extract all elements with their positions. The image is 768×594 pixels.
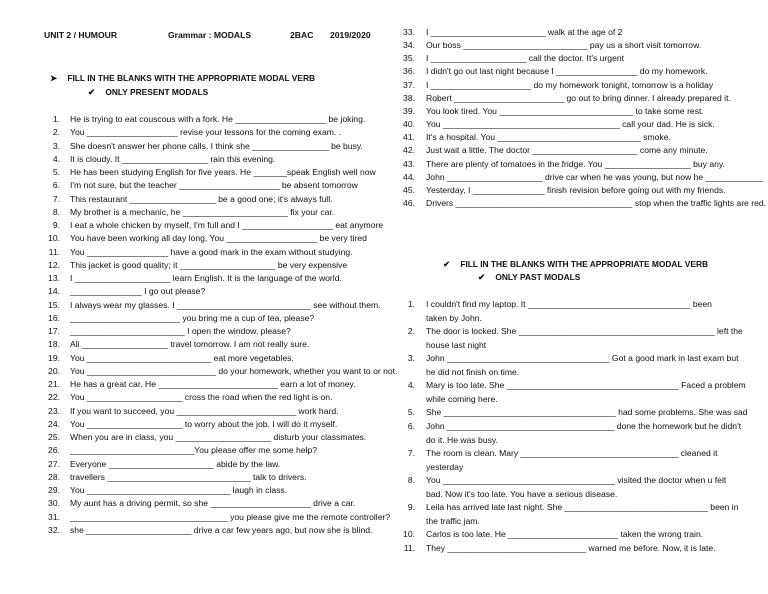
- item-number: 9.: [407, 502, 415, 512]
- item-number: 30.: [48, 498, 60, 509]
- item-number: 17.: [48, 326, 60, 336]
- exercise-sentence: The room is clean. Mary _________________________________ cleaned it: [426, 448, 718, 458]
- item-number: 2.: [52, 127, 60, 138]
- item-number: 42.: [403, 145, 415, 156]
- item-number: 43.: [403, 158, 415, 169]
- item-number: 9.: [52, 220, 60, 230]
- exercise-sentence: You ______________________________ laugh in class.: [70, 485, 288, 495]
- exercise-sentence: My aunt has a driving permit, so she _____________________ drive a car.: [70, 498, 356, 509]
- item-number: 27.: [48, 458, 60, 469]
- exercise-sentence-continued: he did not finish on time.: [426, 366, 520, 377]
- exercise-sentence: He has a great car. He _________________________ earn a lot of money.: [70, 379, 356, 389]
- exercise-sentence: You have been working all day long, You ___________________ be very tired: [70, 233, 367, 244]
- item-number: 10.: [403, 529, 415, 539]
- exercise-sentence: I ____________________ learn English. It is the language of the world.: [70, 273, 342, 283]
- exercise-sentence: I eat a whole chicken by myself, I'm full and I ___________________ eat anymore: [70, 220, 384, 230]
- item-number: 36.: [403, 66, 415, 77]
- exercise-sentence-continued: the traffic jam.: [426, 515, 480, 526]
- exercise-sentence: I ____________________ call the doctor. It's urgent: [426, 53, 625, 64]
- item-number: 33.: [403, 27, 415, 37]
- exercise-sentence: They _____________________________ warned me before. Now, it is late.: [426, 543, 716, 553]
- exercise-sentence: If you want to succeed, you _________________________ work hard.: [70, 405, 339, 416]
- item-number: 28.: [48, 471, 60, 482]
- checkmark-icon: ✔: [443, 259, 451, 269]
- exercise-sentence: I ________________________ walk at the age of 2: [426, 27, 623, 37]
- exercise-sentence: Our boss __________________________ pay us a short visit tomorrow.: [426, 40, 702, 51]
- exercise-sentence: He is trying to eat couscous with a fork. He ___________________ be joking.: [70, 114, 366, 124]
- item-number: 4.: [407, 380, 415, 390]
- checkmark-icon: ✔: [88, 87, 96, 97]
- exercise-sentence: You _________________ have a good mark in the exam without studying.: [70, 246, 353, 257]
- grammar-topic: Grammar : MODALS: [168, 30, 252, 40]
- exercise-sentence: Robert _______________________ go out to bring dinner. I already prepared it.: [426, 92, 731, 103]
- arrow-bullet-icon: ➤: [50, 73, 58, 83]
- exercise-sentence: There are plenty of tomatoes in the fridge. You __________________ buy any.: [426, 158, 725, 169]
- exercise-sentence: _________________________________ you please give me the remote controller?: [70, 511, 391, 522]
- item-number: 11.: [403, 543, 415, 553]
- item-number: 44.: [403, 171, 415, 182]
- exercise-sentence: You ____________________________________ visited the doctor when u felt: [426, 475, 727, 485]
- exercise-sentence: John __________________________________ Got a good mark in last exam but: [426, 353, 739, 363]
- exercise-sentence: John ____________________ drive car when he was young, but now he ____________: [426, 171, 763, 182]
- exercise-sentence: You look tired. You ____________________________ to take some rest.: [426, 105, 704, 116]
- item-number: 20.: [48, 365, 60, 376]
- item-number: 37.: [403, 79, 415, 90]
- item-number: 22.: [48, 392, 60, 403]
- item-number: 18.: [48, 339, 60, 350]
- exercise-sentence: Carlos is too late. He _______________________ taken the wrong train.: [426, 529, 704, 539]
- exercise-sentence: I'm not sure, but the teacher _____________________ be absent tomorrow: [70, 180, 358, 191]
- item-number: 31.: [48, 511, 60, 522]
- section2-instruction-text: FILL IN THE BLANKS WITH THE APPROPRIATE MODAL VERB: [460, 259, 709, 269]
- item-number: 8.: [52, 206, 60, 217]
- exercise-sentence: She ____________________________________ had some problems. She was sad: [426, 407, 748, 417]
- school-year: 2019/2020: [330, 30, 371, 40]
- exercise-sentence: My brother is a mechanic, he ______________________ fix your car.: [70, 206, 335, 217]
- exercise-sentence: Mary is too late. She ____________________________________ Faced a problem: [426, 380, 746, 390]
- exercise-sentence: I always wear my glasses. I ____________________________ see without them.: [70, 299, 381, 310]
- item-number: 1.: [52, 114, 60, 124]
- exercise-sentence: ________________________ I open the window, please?: [70, 326, 291, 336]
- item-number: 40.: [403, 119, 415, 130]
- checkmark-icon: ✔: [478, 272, 486, 282]
- exercise-sentence: He has been studying English for five years. He _______speak English well now: [70, 167, 376, 177]
- exercise-sentence: When you are in class, you ____________________ disturb your classmates.: [70, 432, 367, 442]
- item-number: 2.: [407, 326, 415, 336]
- item-number: 15.: [48, 299, 60, 310]
- exercise-sentence: Ali __________________ travel tomorrow. I am not really sure.: [70, 339, 310, 350]
- item-number: 14.: [48, 286, 60, 297]
- item-number: 7.: [407, 448, 415, 458]
- exercise-sentence-continued: house last night: [426, 339, 487, 350]
- item-number: 29.: [48, 485, 60, 495]
- exercise-sentence: she ______________________ drive a car few years ago, but now she is blind.: [70, 524, 373, 535]
- exercise-sentence: It is cloudy. It __________________ rain this evening.: [70, 153, 276, 164]
- exercise-sentence-continued: yesterday: [426, 461, 464, 472]
- item-number: 3.: [52, 140, 60, 151]
- item-number: 5.: [407, 407, 415, 417]
- unit-title: UNIT 2 / HUMOUR: [44, 30, 118, 40]
- exercise-sentence-continued: taken by John.: [426, 312, 482, 323]
- section2-subtitle: [478, 272, 580, 282]
- exercise-sentence-continued: bad. Now it's too late. You have a serious disease.: [426, 488, 618, 499]
- item-number: 32.: [48, 524, 60, 535]
- item-number: 25.: [48, 432, 60, 442]
- item-number: 3.: [407, 353, 415, 363]
- exercise-sentence: You __________________________ eat more vegetables.: [70, 352, 294, 363]
- item-number: 10.: [48, 233, 60, 244]
- section1-subtitle: [88, 87, 208, 97]
- exercise-sentence: I _____________________ do my homework tonight, tomorrow is a holiday: [426, 79, 714, 90]
- exercise-sentence-continued: do it. He was busy.: [426, 434, 498, 445]
- section2-instruction: [443, 259, 708, 269]
- item-number: 38.: [403, 92, 415, 103]
- exercise-sentence: __________________________You please offer me some help?: [70, 445, 318, 456]
- item-number: 39.: [403, 105, 415, 116]
- item-number: 35.: [403, 53, 415, 64]
- exercise-sentence: You ____________________ to worry about the job. I will do it myself.: [70, 418, 338, 429]
- exercise-sentence: Yesterday, I _______________ finish revision before going out with my friends.: [426, 184, 726, 195]
- exercise-sentence: You _____________________________________ call your dad. He is sick.: [426, 119, 715, 130]
- level-label: 2BAC: [290, 30, 314, 40]
- exercise-sentence-continued: while coming here.: [426, 393, 498, 404]
- item-number: 6.: [52, 180, 60, 191]
- item-number: 46.: [403, 197, 415, 208]
- item-number: 5.: [52, 167, 60, 177]
- exercise-sentence: The door is locked. She _________________________________________ left the: [426, 326, 743, 336]
- item-number: 26.: [48, 445, 60, 456]
- exercise-sentence: John ___________________________________ done the homework but he didn't: [426, 421, 742, 431]
- item-number: 23.: [48, 405, 60, 416]
- item-number: 11.: [48, 246, 60, 257]
- section1-instruction-text: FILL IN THE BLANKS WITH THE APPROPRIATE MODAL VERB: [67, 73, 316, 83]
- exercise-sentence: Everyone ______________________ abide by the law.: [70, 458, 281, 469]
- item-number: 45.: [403, 184, 415, 195]
- item-number: 8.: [407, 475, 415, 485]
- section1-subtitle-text: ONLY PRESENT MODALS: [105, 87, 209, 97]
- item-number: 24.: [48, 418, 60, 429]
- item-number: 12.: [48, 259, 60, 270]
- exercise-sentence: I didn't go out last night because I _________________ do my homework.: [426, 66, 708, 77]
- item-number: 41.: [403, 132, 415, 143]
- exercise-sentence: travellers ______________________________ talk to drivers.: [70, 471, 307, 482]
- exercise-sentence: Just wait a little. The doctor ______________________ come any minute.: [426, 145, 708, 156]
- exercise-sentence: This restaurant __________________ be a good one; it's always full.: [70, 193, 333, 204]
- item-number: 7.: [52, 193, 60, 204]
- item-number: 4.: [52, 153, 60, 164]
- exercise-sentence: You ___________________________ do your homework, whether you want to or not.: [70, 365, 398, 376]
- exercise-sentence: You ___________________ revise your lessons for the coming exam. .: [70, 127, 342, 138]
- exercise-sentence: Drivers _____________________________________ stop when the traffic lights are red.: [426, 197, 767, 208]
- item-number: 19.: [48, 352, 60, 363]
- exercise-sentence: _______________________ you bring me a cup of tea, please?: [70, 312, 315, 323]
- item-number: 13.: [48, 273, 60, 283]
- section1-instruction: [50, 73, 315, 83]
- exercise-sentence: This jacket is good quality; it ____________________ be very expensive: [70, 259, 348, 270]
- exercise-sentence: You ____________________ cross the road when the red light is on.: [70, 392, 333, 403]
- item-number: 16.: [48, 312, 60, 323]
- item-number: 34.: [403, 40, 415, 51]
- item-number: 1.: [407, 299, 415, 309]
- item-number: 21.: [48, 379, 60, 389]
- exercise-sentence: She doesn't answer her phone calls. I think she ________________ be busy.: [70, 140, 363, 151]
- exercise-sentence: It's a hospital. You ______________________________ smoke.: [426, 132, 671, 143]
- item-number: 6.: [407, 421, 415, 431]
- exercise-sentence: I couldn't find my laptop. It __________________________________ been: [426, 299, 712, 309]
- section2-subtitle-text: ONLY PAST MODALS: [495, 272, 581, 282]
- exercise-sentence: _______________ I go out please?: [70, 286, 206, 297]
- exercise-sentence: Leila has arrived late last night. She ______________________________ been in: [426, 502, 739, 512]
